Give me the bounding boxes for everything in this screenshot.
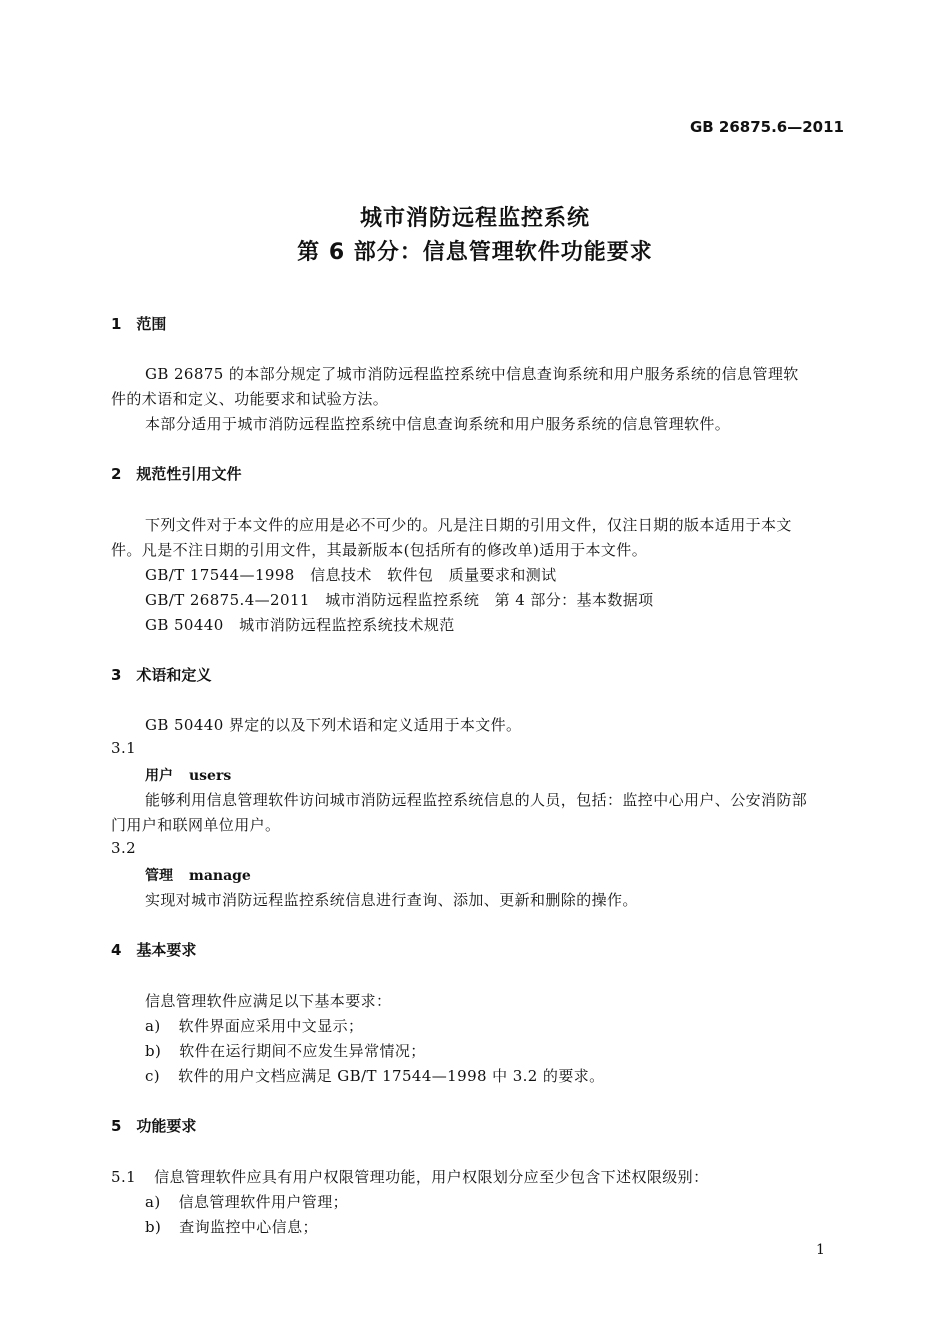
list-item: [145, 1216, 318, 1237]
term-english: manage: [189, 868, 251, 884]
term-definition-line1: 能够利用信息管理软件访问城市消防远程监控系统信息的人员，包括：监控中心用户、公安消防部: [145, 791, 808, 809]
section-1-paragraph-line2: 件的术语和定义、功能要求和试验方法。: [111, 390, 389, 408]
list-text: 查询监控中心信息；: [179, 1218, 318, 1236]
standard-number: GB 26875.6—2011: [689, 118, 844, 136]
term-number: 3.2: [111, 839, 137, 857]
section-1-paragraph-2: 本部分适用于城市消防远程监控系统中信息查询系统和用户服务系统的信息管理软件。: [145, 415, 731, 433]
section-2-paragraph-line2: 件。凡是不注日期的引用文件，其最新版本(包括所有的修改单)适用于本文件。: [111, 541, 648, 559]
normative-reference: GB/T 17544—1998 信息技术 软件包 质量要求和测试: [145, 566, 557, 584]
page-number: 1: [816, 1242, 826, 1258]
term-english: users: [189, 768, 232, 784]
section-4-intro: 信息管理软件应满足以下基本要求：: [145, 992, 392, 1010]
list-item: [145, 1015, 363, 1036]
list-label: a): [145, 1017, 161, 1035]
section-1-heading: 1 范围: [111, 315, 167, 333]
document-title-line2: 第 6 部分：信息管理软件功能要求: [297, 240, 653, 265]
list-text: 软件的用户文档应满足 GB/T 17544—1998 中 3.2 的要求。: [178, 1067, 605, 1085]
list-text: 软件在运行期间不应发生异常情况；: [179, 1042, 426, 1060]
clause-5-1: [111, 1166, 708, 1187]
section-2-paragraph-line1: 下列文件对于本文件的应用是必不可少的。凡是注日期的引用文件，仅注日期的版本适用于本文: [145, 516, 792, 534]
list-label: b): [145, 1042, 162, 1060]
list-item: [145, 1191, 348, 1212]
list-label: b): [145, 1218, 162, 1236]
normative-reference: GB 50440 城市消防远程监控系统技术规范: [145, 616, 455, 634]
term-chinese: 管理: [145, 868, 173, 884]
list-label: a): [145, 1193, 161, 1211]
list-text: 软件界面应采用中文显示；: [178, 1017, 364, 1035]
term-definition: 实现对城市消防远程监控系统信息进行查询、添加、更新和删除的操作。: [145, 891, 638, 909]
list-item: [145, 1065, 605, 1086]
list-item: [145, 1040, 426, 1061]
section-5-heading: 5 功能要求: [111, 1117, 197, 1135]
term-heading: [145, 865, 251, 885]
document-title-line1: 城市消防远程监控系统: [359, 206, 590, 231]
section-2-heading: 2 规范性引用文件: [111, 465, 242, 483]
term-number: 3.1: [111, 739, 137, 757]
section-3-paragraph: GB 50440 界定的以及下列术语和定义适用于本文件。: [145, 716, 522, 734]
section-4-heading: 4 基本要求: [111, 941, 197, 959]
list-text: 信息管理软件用户管理；: [178, 1193, 349, 1211]
term-definition-line2: 门用户和联网单位用户。: [111, 816, 281, 834]
clause-number: 5.1: [111, 1168, 137, 1186]
normative-reference: GB/T 26875.4—2011 城市消防远程监控系统 第 4 部分：基本数据项: [145, 591, 654, 609]
clause-text: 信息管理软件应具有用户权限管理功能，用户权限划分应至少包含下述权限级别：: [154, 1168, 709, 1186]
term-chinese: 用户: [145, 768, 173, 784]
list-label: c): [145, 1067, 161, 1085]
section-3-heading: 3 术语和定义: [111, 666, 212, 684]
term-heading: [145, 765, 231, 785]
section-1-paragraph-line1: GB 26875 的本部分规定了城市消防远程监控系统中信息查询系统和用户服务系统的信息管理软: [145, 365, 799, 383]
